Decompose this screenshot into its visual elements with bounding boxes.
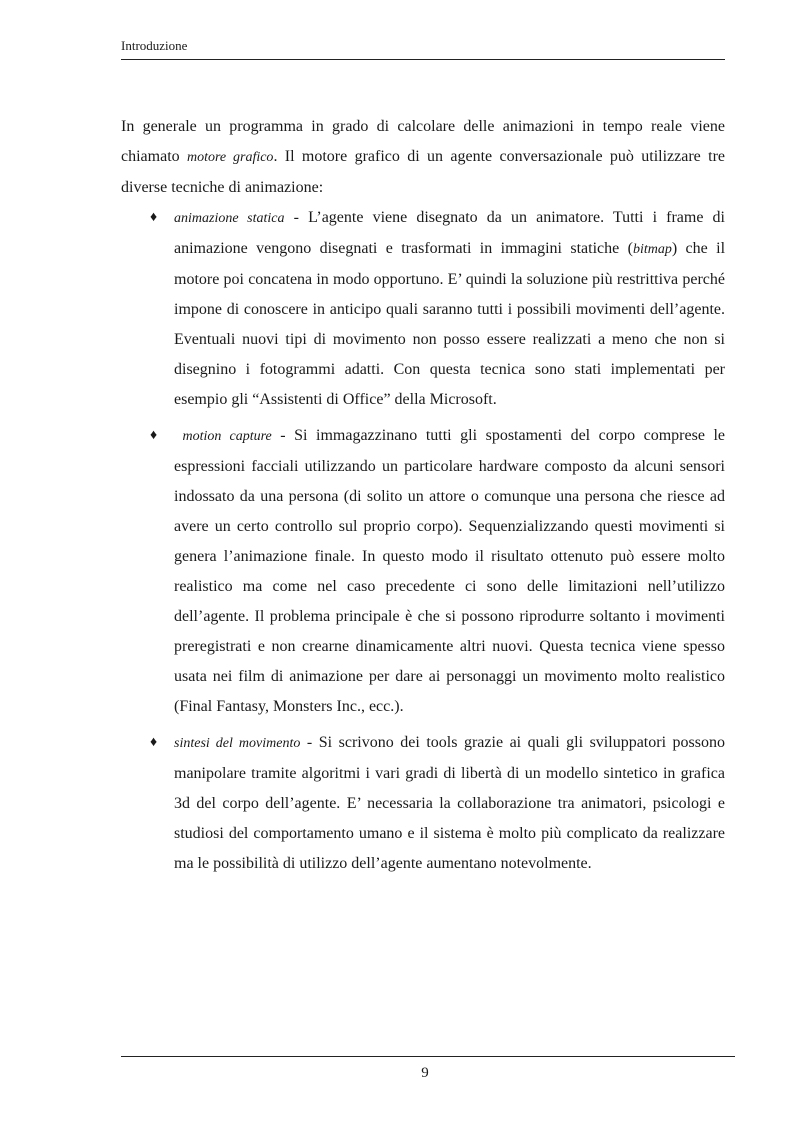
intro-term: motore grafico: [187, 150, 274, 165]
list-item: [121, 728, 725, 879]
bullet-text: - L’agente viene disegnato da un animatore. Tutti i frame di animazione vengono disegnati e trasformati in immagini statiche (: [174, 209, 725, 257]
page-number: 9: [421, 1065, 429, 1081]
header-rule: [121, 59, 725, 60]
intro-paragraph: [121, 112, 725, 203]
list-item: [121, 203, 725, 415]
intro-text: . Il motore grafico di un agente conversazionale può utilizzare tre diverse tecniche di animazione:: [121, 148, 725, 196]
bullet-text: ) che il motore poi concatena in modo opportuno. E’ quindi la soluzione più restrittiva perché impone di conoscere in anticipo quali saranno tutti i possibili movimenti dell’agente. Eventuali nuovi tipi di movimento non posso essere realizzati a meno che non si disegnino i fotogrammi adatti. Con questa tecnica sono stati implementati per esempio gli “Assistenti di Office” della Microsoft.: [174, 240, 726, 408]
diamond-bullet-icon: ♦: [150, 428, 158, 443]
page-header: [121, 37, 725, 61]
list-item: [121, 421, 725, 722]
technique-list: [121, 203, 725, 879]
footer-rule: [121, 1056, 735, 1057]
bullet-text: - Si scrivono dei tools grazie ai quali gli sviluppatori possono manipolare tramite algoritmi i vari gradi di libertà di un modello sintetico in grafica 3d del corpo dell’agente. E’ necessaria la collaborazione tra animatori, psicologi e studiosi del comportamento umano e il sistema è molto più complicato da realizzare ma le possibilità di utilizzo dell’agente aumentano notevolmente.: [174, 734, 726, 872]
bullet-term: sintesi del movimento: [174, 736, 301, 751]
page-footer: [121, 1056, 735, 1081]
bullet-text: - Si immagazzinano tutti gli spostamenti del corpo comprese le espressioni facciali utilizzando un particolare hardware composto da alcuni sensori indossato da una persona (di solito un attore o comunque una persona che riesce ad avere un certo controllo sul proprio corpo). Sequenzializzando questi movimenti si genera l’animazione finale. In questo modo il risultato ottenuto può essere molto realistico ma come nel caso precedente ci sono delle limitazioni nell’utilizzo dell’agente. Il problema principale è che si possono riprodurre soltanto i movimenti preregistrati e non crearne dinamicamente altri nuovi. Questa tecnica viene spesso usata nei film di animazione per dare ai personaggi un movimento molto realistico (Final Fantasy, Monsters Inc., ecc.).: [174, 427, 726, 715]
bullet-term: motion capture: [182, 429, 272, 444]
diamond-bullet-icon: ♦: [150, 210, 158, 225]
page-body: [121, 112, 725, 885]
diamond-bullet-icon: ♦: [150, 735, 158, 750]
bullet-term: animazione statica: [174, 211, 285, 226]
header-title: Introduzione: [121, 38, 188, 53]
bullet-italic: bitmap: [632, 242, 672, 257]
intro-text: In generale un programma in grado di calcolare delle animazioni in tempo reale viene chiamato: [121, 118, 725, 165]
